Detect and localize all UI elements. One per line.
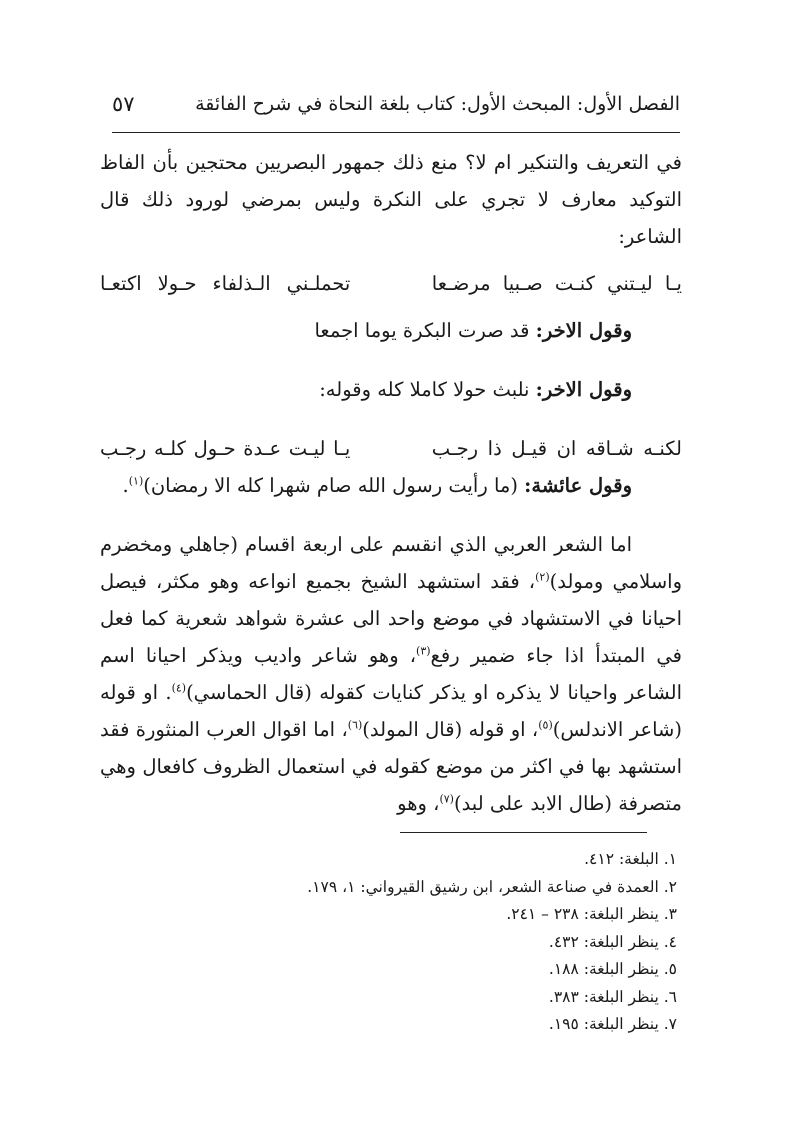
quote-text: نلبث حولا كاملا كله وقوله: — [319, 378, 536, 401]
paragraph-intro: في التعريف والتنكير ام لا؟ منع ذلك جمهور البصريين محتجين بأن الفاظ التوكيد معارف لا تجري على النكرة وليس بمرضي لورود ذلك قال الشاعر: — [100, 151, 682, 248]
footnote-7: ٧. ينظر البلغة: ١٩٥. — [548, 1015, 677, 1033]
footnote-ref-3: (٣) — [416, 644, 431, 658]
quote-other-2 — [100, 371, 682, 408]
footnote-3: ٣. ينظر البلغة: ٢٣٨ – ٢٤١. — [506, 905, 677, 923]
footnote-5: ٥. ينظر البلغة: ١٨٨. — [548, 960, 677, 978]
header-divider — [112, 132, 680, 133]
running-title: الفصل الأول: المبحث الأول: كتاب بلغة النحاة في شرح الفائقة — [195, 93, 680, 115]
quote-label: وقول الاخر: — [535, 378, 632, 401]
footnote-ref-5: (٥) — [538, 718, 553, 732]
footnote-ref-4: (٤) — [171, 681, 187, 695]
quote-label: وقول الاخر: — [535, 319, 632, 342]
text-run: ، وهو شاعر واديب ويذكر احيانا اسم الشاعر واحيانا لا يذكره او يذكر كنايات كقوله (قال الحماسي) — [100, 644, 682, 704]
footnote-divider — [400, 832, 647, 833]
page-number: ٥٧ — [112, 92, 135, 116]
verse-1-first-hemistich: يـا ليـتني كنـت صـبيا مرضـعا — [431, 272, 682, 295]
main-text — [100, 144, 682, 822]
quote-end: . — [122, 474, 129, 497]
verse-2-second-hemistich: يـا ليـت عـدة حـول كلـه رجـب — [100, 437, 351, 460]
footnote-6: ٦. ينظر البلغة: ٣٨٣. — [548, 987, 677, 1006]
verse-line-2 — [100, 430, 682, 467]
text-run: ، فقد استشهد الشيخ بجميع انواعه وهو مكثر، فيصل احيانا في الاستشهاد في موضع واحد الى عشرة شواهد شعرية كما فعل في المبتدأ اذا جاء ضمير رفع — [100, 570, 682, 667]
verse-line-1 — [100, 265, 682, 302]
footnote-ref-1: (١) — [128, 474, 144, 488]
footnote-ref-6: (٦) — [347, 718, 363, 732]
verse-1-second-hemistich: تحملـني الـذلفاء حـولا اكتعـا — [100, 272, 351, 295]
footnotes — [180, 846, 677, 1039]
text-run: ، اما اقوال العرب المنثورة فقد استشهد بها في اكثر من موضع كقوله في استعمال الظروف كافعال وهي متصرفة (طال الابد على لبد) — [100, 718, 682, 815]
quote-text: (ما رأيت رسول الله صام شهرا كله الا رمضان) — [143, 474, 525, 497]
text-run: ، وهو — [397, 792, 440, 815]
footnote-2: ٢. العمدة في صناعة الشعر، ابن رشيق القيرواني: ١، ١٧٩. — [307, 877, 677, 896]
text-run: ، او قوله (قال المولد) — [362, 718, 539, 741]
text-run: . او قوله (شاعر الاندلس) — [100, 681, 682, 741]
footnote-4: ٤. ينظر البلغة: ٤٣٢. — [548, 932, 677, 951]
page-header — [112, 82, 680, 126]
quote-aisha — [100, 467, 682, 504]
footnote-1: ١. البلغة: ٤١٢. — [584, 850, 677, 868]
text-run: اما الشعر العربي الذي انقسم على اربعة اقسام (جاهلي ومخضرم واسلامي ومولد) — [100, 533, 682, 593]
paragraph-poetry — [100, 526, 682, 822]
quote-text: قد صرت البكرة يوما اجمعا — [314, 319, 536, 342]
quote-other-1 — [100, 312, 682, 349]
footnote-ref-2: (٢) — [535, 570, 550, 584]
quote-label: وقول عائشة: — [524, 474, 632, 497]
footnote-ref-7: (٧) — [439, 792, 454, 806]
verse-2-first-hemistich: لكنـه شـاقه ان قيـل ذا رجـب — [431, 437, 682, 460]
